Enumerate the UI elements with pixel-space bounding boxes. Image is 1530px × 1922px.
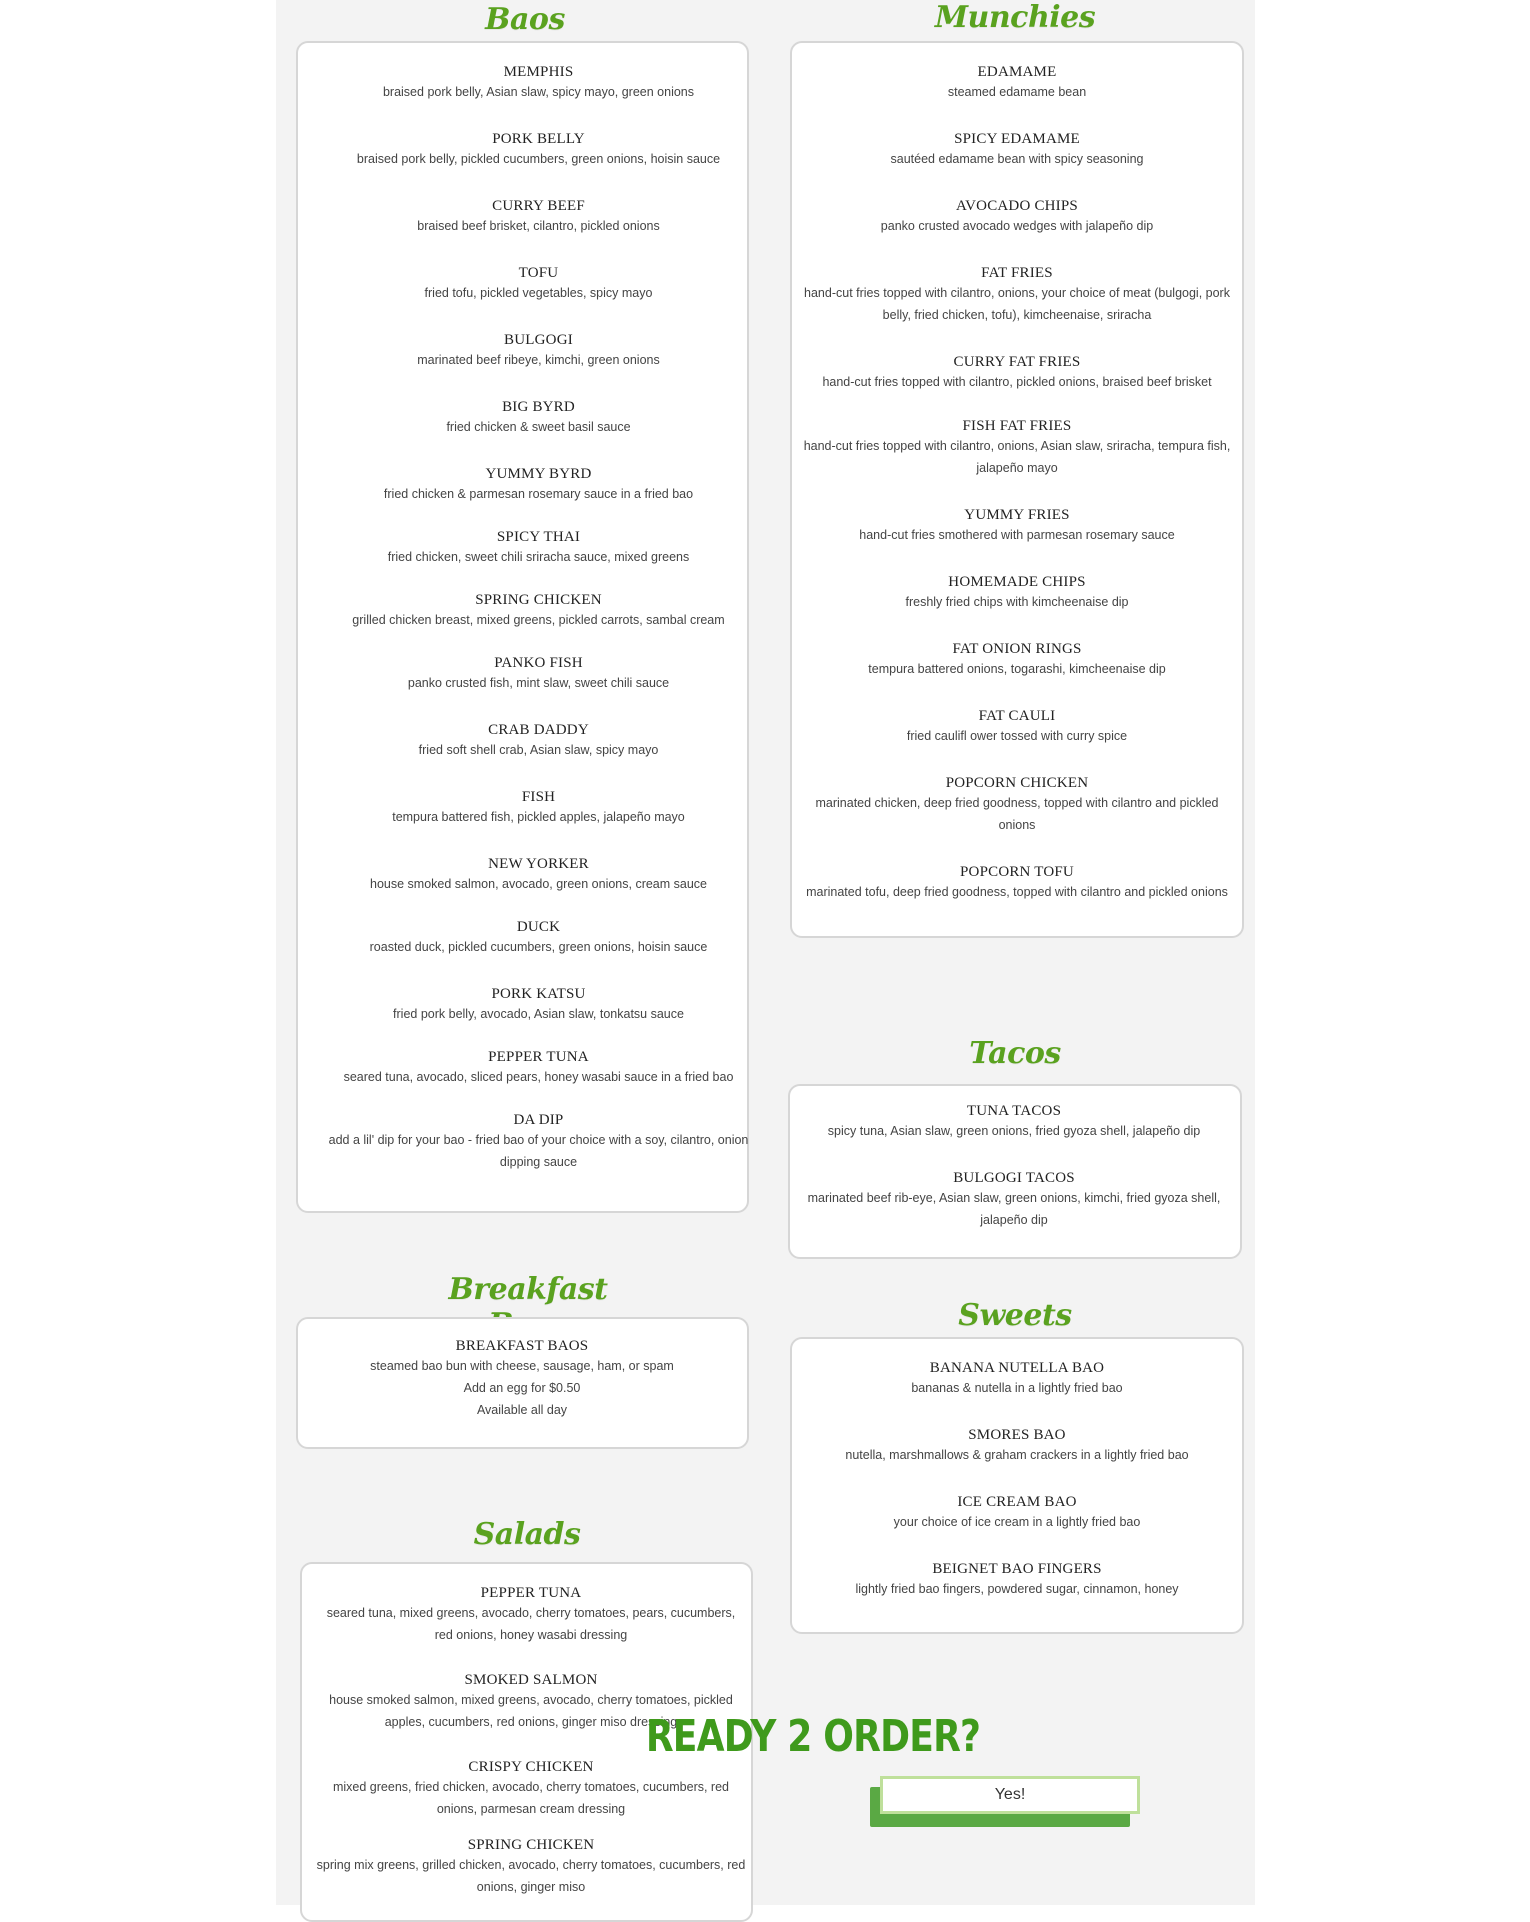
menu-item [322,855,755,895]
menu-item-name: PEPPER TUNA [488,1049,589,1065]
menu-item [802,863,1232,903]
munchies-card [790,41,1244,938]
menu-item [802,506,1232,546]
menu-item-name: BANANA NUTELLA BAO [929,1360,1105,1376]
menu-item-name: DUCK [516,919,561,935]
menu-item-description: marinated tofu, deep fried goodness, topped with cilantro and pickled onions [806,885,1228,899]
menu-item [802,1493,1232,1533]
menu-item-description: spring mix greens, grilled chicken, avocado, cherry tomatoes, cucumbers, red onions, ginger miso [316,1858,746,1894]
munchies-heading: Munchies [934,0,1096,35]
menu-item [802,707,1232,747]
menu-item [316,1836,746,1898]
menu-item-description: house smoked salmon, avocado, green onions, cream sauce [370,877,707,891]
baos-card [296,41,749,1213]
menu-item-name: NEW YORKER [488,856,589,872]
menu-item-description: tempura battered fish, pickled apples, jalapeño mayo [392,810,685,824]
menu-item [322,264,755,304]
menu-item-description: nutella, marshmallows & graham crackers in a lightly fried bao [845,1448,1189,1462]
tacos-card [788,1084,1242,1259]
menu-item-name: HOMEMADE CHIPS [948,574,1086,590]
menu-item-description: hand-cut fries topped with cilantro, pickled onions, braised beef brisket [822,375,1212,389]
menu-item [802,63,1232,103]
menu-item [802,417,1232,479]
menu-item-name: BIG BYRD [502,399,575,415]
menu-item-description: hand-cut fries smothered with parmesan rosemary sauce [859,528,1175,542]
menu-item [802,774,1232,836]
menu-item [312,1337,732,1421]
menu-item [802,640,1232,680]
menu-item-note: Available all day [476,1403,568,1417]
menu-item-name: SPICY EDAMAME [954,131,1080,147]
menu-item [804,1102,1224,1142]
menu-item-name: TUNA TACOS [966,1103,1062,1119]
sweets-card [790,1337,1244,1634]
menu-item [802,264,1232,326]
menu-item [802,353,1232,393]
menu-item-description: fried tofu, pickled vegetables, spicy mayo [424,286,653,300]
menu-item [316,1758,746,1820]
menu-item [802,1426,1232,1466]
menu-item-name: AVOCADO CHIPS [956,198,1078,214]
menu-item-name: PORK BELLY [492,131,585,147]
menu-item-description: steamed edamame bean [947,85,1087,99]
menu-item-name: BULGOGI [504,332,573,348]
menu-item-description: spicy tuna, Asian slaw, green onions, fried gyoza shell, jalapeño dip [827,1124,1201,1138]
menu-item-name: SPRING CHICKEN [467,1837,595,1853]
ready-to-order-title: READY 2 ORDER? [645,1711,981,1762]
menu-item-description: braised beef brisket, cilantro, pickled onions [417,219,660,233]
menu-item-name: SPICY THAI [496,529,581,545]
menu-item-description: tempura battered onions, togarashi, kimcheenaise dip [868,662,1166,676]
menu-item-description: fried soft shell crab, Asian slaw, spicy mayo [418,743,659,757]
menu-item-name: FAT FRIES [981,265,1053,281]
menu-item-description: fried chicken & parmesan rosemary sauce in a fried bao [383,487,694,501]
menu-item-description: fried chicken & sweet basil sauce [446,420,631,434]
menu-item-description: braised pork belly, pickled cucumbers, green onions, hoisin sauce [356,152,721,166]
menu-item [322,654,755,694]
menu-item [322,1111,755,1173]
menu-item-description: sautéed edamame bean with spicy seasoning [890,152,1144,166]
menu-item-name: YUMMY BYRD [485,466,592,482]
menu-item-description: add a lil' dip for your bao - fried bao of your choice with a soy, cilantro, onion dipping sauce [328,1133,749,1169]
menu-item-name: CRAB DADDY [488,722,589,738]
menu-item-description: seared tuna, mixed greens, avocado, cherry tomatoes, pears, cucumbers, red onions, honey wasabi dressing [326,1606,736,1642]
menu-item-name: BEIGNET BAO FINGERS [932,1561,1102,1577]
menu-item-description: fried caulifl ower tossed with curry spice [906,729,1128,743]
salads-heading: Salads [473,1517,581,1552]
menu-item-name: CRISPY CHICKEN [468,1759,594,1775]
menu-item-name: BULGOGI TACOS [953,1170,1075,1186]
menu-item-note: Add an egg for $0.50 [463,1381,581,1395]
menu-item-name: TOFU [518,265,559,281]
menu-item-description: fried pork belly, avocado, Asian slaw, tonkatsu sauce [393,1007,684,1021]
menu-item-name: PANKO FISH [494,655,583,671]
menu-item-name: MEMPHIS [503,64,574,80]
menu-item-description: bananas & nutella in a lightly fried bao [911,1381,1123,1395]
menu-item-description: panko crusted fish, mint slaw, sweet chili sauce [407,676,670,690]
menu-item-description: lightly fried bao fingers, powdered sugar, cinnamon, honey [855,1582,1179,1596]
menu-item [322,918,755,958]
menu-item-description: marinated beef ribeye, kimchi, green onions [417,353,660,367]
menu-item [802,130,1232,170]
menu-item-description: roasted duck, pickled cucumbers, green onions, hoisin sauce [369,940,708,954]
menu-item [322,331,755,371]
menu-item [322,197,755,237]
order-yes-button[interactable]: Yes! [880,1776,1140,1814]
menu-item-description: hand-cut fries topped with cilantro, onions, Asian slaw, sriracha, tempura fish, jalapeño mayo [803,439,1231,475]
menu-item-description: your choice of ice cream in a lightly fried bao [893,1515,1141,1529]
menu-item [804,1169,1224,1231]
menu-item-name: CURRY BEEF [492,198,585,214]
breakfast-card [296,1317,749,1449]
menu-item-name: YUMMY FRIES [964,507,1070,523]
menu-item-name: FISH [521,789,556,805]
baos-heading: Baos [485,2,565,37]
menu-item-name: POPCORN TOFU [960,864,1074,880]
menu-item-name: SPRING CHICKEN [475,592,602,608]
menu-item [802,1359,1232,1399]
menu-item-name: DA DIP [513,1112,564,1128]
menu-item-description: panko crusted avocado wedges with jalapeño dip [880,219,1154,233]
menu-item-description: fried chicken, sweet chili sriracha sauce, mixed greens [387,550,690,564]
menu-item [322,721,755,761]
menu-item-name: PEPPER TUNA [480,1585,582,1601]
menu-item-name: EDAMAME [977,64,1057,80]
menu-item-name: SMOKED SALMON [464,1672,598,1688]
menu-item [322,465,755,505]
menu-item [322,1048,755,1088]
menu-item-description: mixed greens, fried chicken, avocado, cherry tomatoes, cucumbers, red onions, parmesan cream dressing [332,1780,729,1816]
menu-item-description: freshly fried chips with kimcheenaise dip [905,595,1129,609]
breakfast-heading: Breakfast [448,1272,608,1307]
menu-item-name: FISH FAT FRIES [962,418,1072,434]
menu-item [802,1560,1232,1600]
menu-item-description: steamed bao bun with cheese, sausage, ham, or spam [370,1359,674,1373]
menu-item-name: SMORES BAO [968,1427,1066,1443]
menu-item-description: seared tuna, avocado, sliced pears, honey wasabi sauce in a fried bao [343,1070,734,1084]
menu-item-description: marinated chicken, deep fried goodness, topped with cilantro and pickled onions [815,796,1219,832]
menu-item [322,528,755,568]
menu-item-name: ICE CREAM BAO [957,1494,1077,1510]
menu-item-description: grilled chicken breast, mixed greens, pickled carrots, sambal cream [352,613,725,627]
menu-item-name: FAT ONION RINGS [952,641,1082,657]
menu-item [802,573,1232,613]
menu-item-name: POPCORN CHICKEN [945,775,1089,791]
menu-item [802,197,1232,237]
menu-item-description: braised pork belly, Asian slaw, spicy mayo, green onions [382,85,695,99]
menu-item [316,1584,746,1646]
sweets-heading: Sweets [958,1298,1072,1333]
menu-item [322,591,755,631]
menu-item-name: BREAKFAST BAOS [455,1338,589,1354]
menu-item-name: CURRY FAT FRIES [953,354,1081,370]
menu-item-description: marinated beef rib-eye, Asian slaw, green onions, kimchi, fried gyoza shell, jalapeño dip [807,1191,1221,1227]
menu-item [322,63,755,103]
menu-item-name: FAT CAULI [978,708,1056,724]
menu-item [322,985,755,1025]
menu-item [322,130,755,170]
menu-item-description: house smoked salmon, mixed greens, avocado, cherry tomatoes, pickled apples, cucumbers, red onions, ginger miso dressing [329,1693,733,1729]
menu-item [322,398,755,438]
menu-item-description: hand-cut fries topped with cilantro, onions, your choice of meat (bulgogi, pork belly, fried chicken, tofu), kimcheenaise, sriracha [804,286,1230,322]
menu-item [322,788,755,828]
menu-item-name: PORK KATSU [491,986,586,1002]
tacos-heading: Tacos [969,1036,1061,1071]
